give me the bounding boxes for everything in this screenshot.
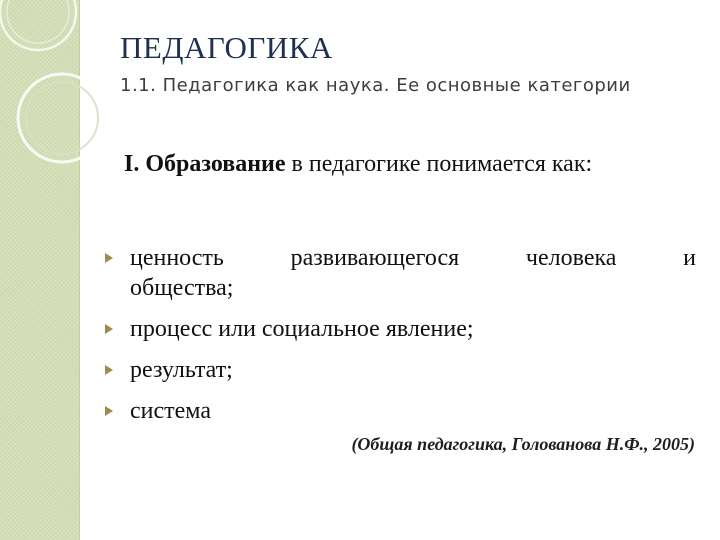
bullet-word: развивающегося: [290, 245, 460, 271]
bullet-text: результат;: [130, 357, 233, 383]
bullet-item-system: [104, 396, 696, 426]
bullet-text: процесс или социальное явление;: [130, 316, 474, 342]
bullet-triangle-icon: [105, 324, 113, 334]
definition-line: [124, 151, 592, 178]
slide-subtitle: 1.1. Педагогика как наука. Ее основные категории: [120, 75, 631, 96]
bullet-triangle-icon: [105, 365, 113, 375]
slide-title: ПЕДАГОГИКА: [120, 30, 333, 65]
bullet-word: и: [683, 245, 696, 271]
bullet-triangle-icon: [105, 406, 113, 416]
bullet-word: ценность: [130, 245, 224, 271]
bullet-first-line: [130, 243, 696, 273]
source-citation: (Общая педагогика, Голованова Н.Ф., 2005): [351, 434, 695, 454]
bullet-word: человека: [525, 245, 617, 271]
bullet-item-process: [104, 314, 696, 344]
bullet-continuation: общества;: [130, 275, 234, 301]
bullet-text: система: [130, 398, 211, 424]
bullet-triangle-icon: [105, 253, 113, 263]
definition-term: I. Образование: [124, 151, 286, 177]
bullet-item-value: [104, 243, 696, 303]
definition-rest: в педагогике понимается как:: [285, 151, 593, 177]
bullet-list: [104, 243, 696, 437]
bullet-item-result: [104, 355, 696, 385]
